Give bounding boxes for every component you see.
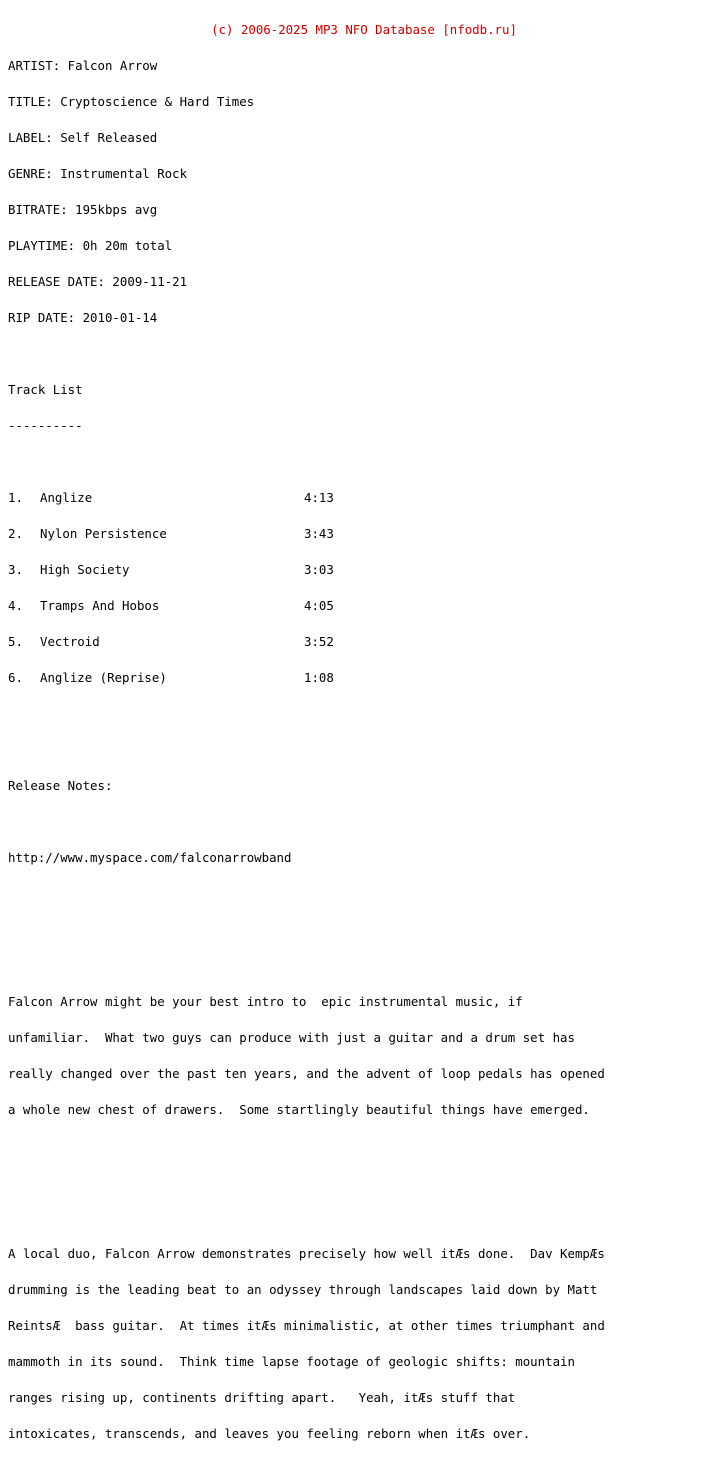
release-notes-heading: Release Notes: bbox=[8, 778, 113, 793]
blank-line bbox=[8, 1176, 720, 1188]
notes-text-line: intoxicates, transcends, and leaves you feeling reborn when itÆs over. bbox=[8, 1426, 531, 1441]
blank-line bbox=[8, 924, 720, 936]
track-title: Anglize bbox=[40, 490, 93, 505]
track-duration: 1:08 bbox=[304, 670, 334, 685]
track-duration: 4:13 bbox=[304, 490, 334, 505]
notes-paragraph-1 bbox=[8, 972, 720, 1140]
release-date-line: RELEASE DATE: 2009-11-21 bbox=[8, 274, 188, 289]
track-duration: 3:43 bbox=[304, 526, 334, 541]
bitrate-line: BITRATE: 195kbps avg bbox=[8, 202, 158, 217]
artist-line: ARTIST: Falcon Arrow bbox=[8, 58, 158, 73]
playtime-line: PLAYTIME: 0h 20m total bbox=[8, 238, 173, 253]
track-title: High Society bbox=[40, 562, 130, 577]
blank-line bbox=[8, 816, 720, 828]
genre-line: GENRE: Instrumental Rock bbox=[8, 166, 188, 181]
notes-text-line: drumming is the leading beat to an odyssey through landscapes laid down by Matt bbox=[8, 1282, 598, 1297]
label-line: LABEL: Self Released bbox=[8, 130, 158, 145]
track-number: 1. bbox=[8, 490, 23, 505]
track-duration: 3:52 bbox=[304, 634, 334, 649]
track-title: Anglize (Reprise) bbox=[40, 670, 167, 685]
tracklist-underline: ---------- bbox=[8, 418, 83, 433]
track-number: 4. bbox=[8, 598, 23, 613]
tracklist-heading: Track List bbox=[8, 382, 83, 397]
track-number: 5. bbox=[8, 634, 23, 649]
blank-line bbox=[8, 348, 720, 360]
track-number: 6. bbox=[8, 670, 23, 685]
blank-line bbox=[8, 888, 720, 900]
track-duration: 4:05 bbox=[304, 598, 334, 613]
track-row bbox=[8, 528, 720, 540]
rip-date-line: RIP DATE: 2010-01-14 bbox=[8, 310, 158, 325]
blank-line bbox=[8, 744, 720, 756]
notes-text-line: A local duo, Falcon Arrow demonstrates precisely how well itÆs done. Dav KempÆs bbox=[8, 1246, 605, 1261]
title-line: TITLE: Cryptoscience & Hard Times bbox=[8, 94, 255, 109]
notes-text-line: unfamiliar. What two guys can produce with just a guitar and a drum set has bbox=[8, 1030, 575, 1045]
nfo-document bbox=[8, 0, 720, 1476]
track-row bbox=[8, 636, 720, 648]
track-title: Nylon Persistence bbox=[40, 526, 167, 541]
notes-text-line: ranges rising up, continents drifting apart. Yeah, itÆs stuff that bbox=[8, 1390, 516, 1405]
notes-text-line: really changed over the past ten years, and the advent of loop pedals has opened bbox=[8, 1066, 605, 1081]
track-number: 2. bbox=[8, 526, 23, 541]
track-title: Tramps And Hobos bbox=[40, 598, 160, 613]
band-url: http://www.myspace.com/falconarrowband bbox=[8, 850, 292, 865]
notes-text-line: mammoth in its sound. Think time lapse footage of geologic shifts: mountain bbox=[8, 1354, 575, 1369]
track-number: 3. bbox=[8, 562, 23, 577]
track-row bbox=[8, 672, 720, 684]
track-row bbox=[8, 600, 720, 612]
track-duration: 3:03 bbox=[304, 562, 334, 577]
track-row bbox=[8, 564, 720, 576]
notes-text-line: Falcon Arrow might be your best intro to epic instrumental music, if bbox=[8, 994, 523, 1009]
site-copyright-header: (c) 2006-2025 MP3 NFO Database [nfodb.ru] bbox=[211, 22, 517, 37]
notes-paragraph-2 bbox=[8, 1224, 720, 1464]
notes-text-line: ReintsÆ bass guitar. At times itÆs minimalistic, at other times triumphant and bbox=[8, 1318, 605, 1333]
track-title: Vectroid bbox=[40, 634, 100, 649]
track-row bbox=[8, 492, 720, 504]
track-list bbox=[8, 468, 720, 708]
notes-text-line: a whole new chest of drawers. Some startlingly beautiful things have emerged. bbox=[8, 1102, 590, 1117]
